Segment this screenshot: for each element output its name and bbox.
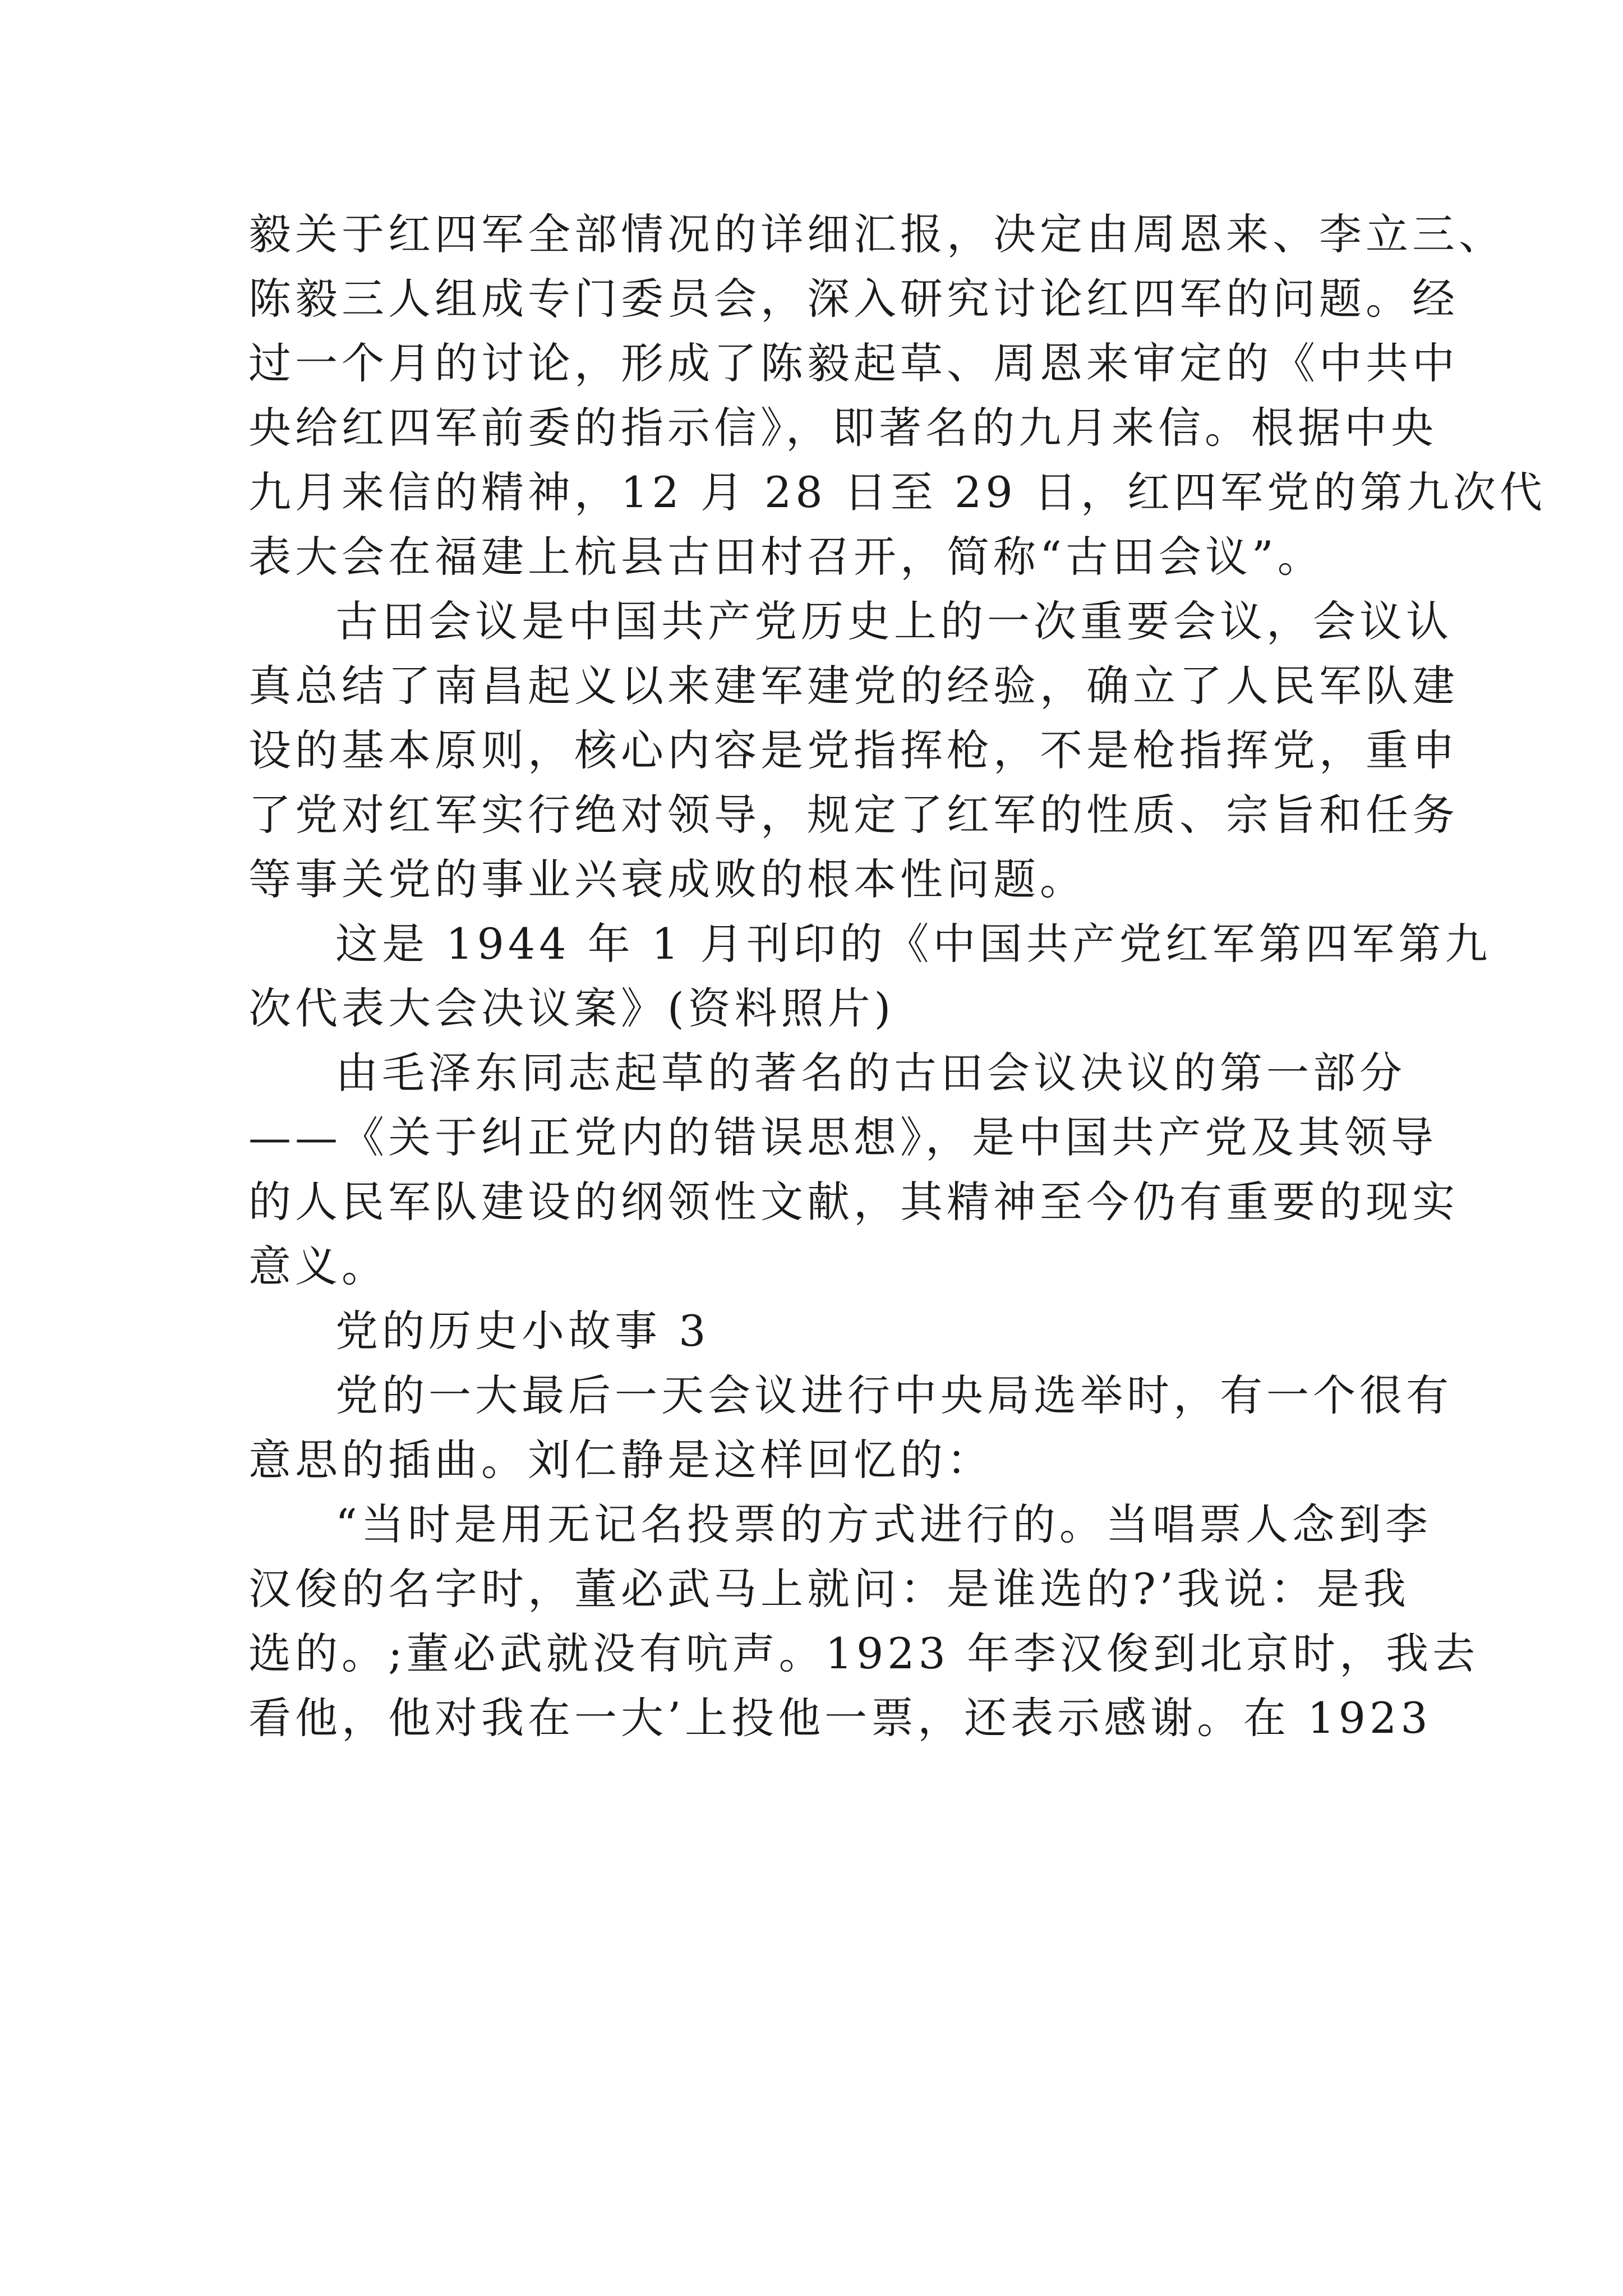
text-line: 的人民军队建设的纲领性文献，其精神至今仍有重要的现实: [248, 1177, 1459, 1227]
text-line: 意义。: [248, 1241, 388, 1291]
paragraph-first-line: 古田会议是中国共产党历史上的一次重要会议，会议认: [335, 596, 1453, 646]
text-line: 九月来信的精神，12 月 28 日至 29 日，红四军党的第九次代: [248, 467, 1546, 517]
text-line: 汉俊的名字时，董必武马上就问：是谁选的?’我说：是我: [248, 1564, 1410, 1614]
text-line: 意思的插曲。刘仁静是这样回忆的：: [248, 1435, 993, 1485]
text-line: 真总结了南昌起义以来建军建党的经验，确立了人民军队建: [248, 661, 1459, 711]
paragraph-first-line: 党的一大最后一天会议进行中央局选举时，有一个很有: [335, 1370, 1453, 1420]
text-line: 毅关于红四军全部情况的详细汇报，决定由周恩来、李立三、: [248, 209, 1505, 259]
text-line: 等事关党的事业兴衰成败的根本性问题。: [248, 854, 1086, 904]
text-line: 次代表大会决议案》(资料照片): [248, 983, 895, 1033]
text-line: ——《关于纠正党内的错误思想》，是中国共产党及其领导: [248, 1112, 1437, 1162]
paragraph-first-line: “当时是用无记名投票的方式进行的。当唱票人念到李: [335, 1499, 1432, 1549]
text-line: 表大会在福建上杭县古田村召开，简称“古田会议”。: [248, 532, 1324, 582]
paragraph-first-line: 这是 1944 年 1 月刊印的《中国共产党红军第四军第九: [335, 919, 1492, 969]
body-text: [248, 202, 1546, 1750]
section-heading: 党的历史小故事 3: [335, 1306, 710, 1356]
text-line: 了党对红军实行绝对领导，规定了红军的性质、宗旨和任务: [248, 790, 1459, 840]
text-line: 央给红四军前委的指示信》，即著名的九月来信。根据中央: [248, 403, 1437, 453]
text-line: 选的。;董必武就没有吭声。1923 年李汉俊到北京时，我去: [248, 1628, 1479, 1678]
text-line: 过一个月的讨论，形成了陈毅起草、周恩来审定的《中共中: [248, 338, 1459, 388]
text-line: 陈毅三人组成专门委员会，深入研究讨论红四军的问题。经: [248, 274, 1459, 324]
text-line: 看他，他对我在一大’上投他一票，还表示感谢。在 1923: [248, 1693, 1432, 1743]
text-line: 设的基本原则，核心内容是党指挥枪，不是枪指挥党，重申: [248, 725, 1459, 775]
paragraph-first-line: 由毛泽东同志起草的著名的古田会议决议的第一部分: [335, 1048, 1406, 1098]
